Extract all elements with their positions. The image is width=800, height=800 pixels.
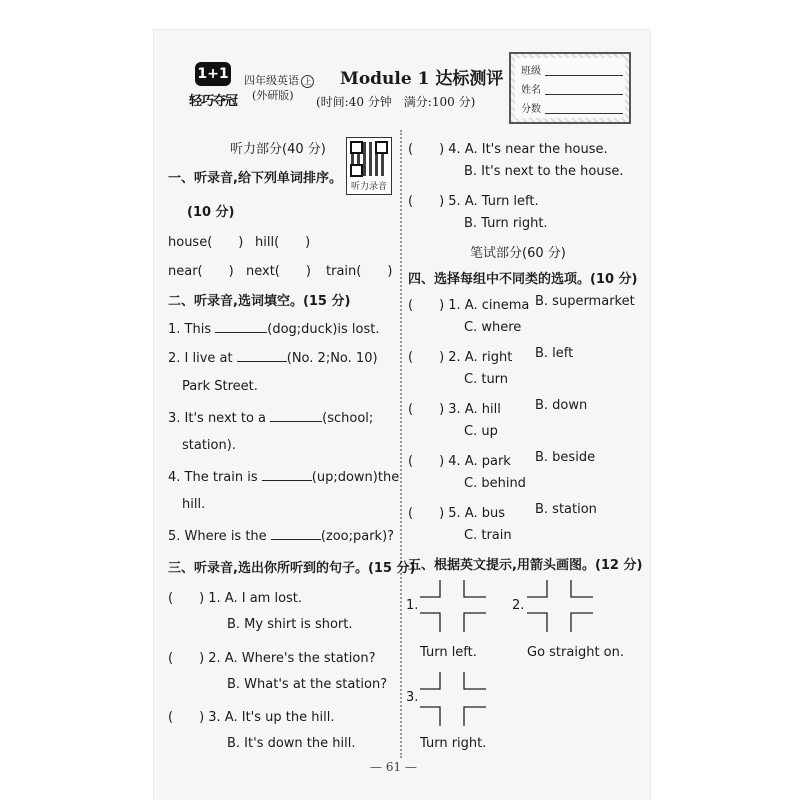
qr-corner [375,141,388,154]
student-info-box [509,52,631,124]
listen-item-3-b[interactable]: B. It's down the hill. [227,736,356,751]
odd-item-4-b[interactable]: B. beside [535,450,596,465]
listen-item-5-b[interactable]: B. Turn right. [464,216,548,231]
fill-item-1: 1. This (dog;duck)is lost. [168,322,380,337]
name-label: 姓名 [521,85,541,96]
logo-text: 轻巧夺冠 [188,94,237,109]
odd-item-2-a[interactable]: ( ) 2. A. right [408,350,513,365]
odd-item-3-a[interactable]: ( ) 3. A. hill [408,402,501,417]
odd-item-5-c[interactable]: C. train [464,528,512,543]
listen-item-3[interactable]: ( ) 3. A. It's up the hill. [168,710,335,725]
fill-item-2: 2. I live at (No. 2;No. 10) [168,351,378,366]
brand-logo [187,58,239,110]
qr-label: 听力录音 [350,182,387,192]
crossroad-icon[interactable] [420,580,486,632]
class-field[interactable] [545,74,623,76]
column-divider [400,130,402,758]
class-label: 班级 [521,66,541,77]
fill-item-3: 3. It's next to a (school; [168,411,374,426]
score-label: 分数 [521,104,541,115]
odd-item-4-c[interactable]: C. behind [464,476,526,491]
section5-title: 五、根据英文提示,用箭头画图。(12 分) [408,558,643,573]
word-train[interactable]: train( ) [326,264,393,279]
crossroad-icon[interactable] [527,580,593,632]
qr-code[interactable] [346,137,392,195]
odd-item-3-c[interactable]: C. up [464,424,498,439]
score-field[interactable] [545,112,623,114]
fill-item-4-cont: hill. [182,497,206,512]
section1-score: (10 分) [187,205,235,220]
drawing-label-3: 3. [406,690,419,705]
odd-item-1-c[interactable]: C. where [464,320,522,335]
listen-item-1-b[interactable]: B. My shirt is short. [227,617,353,632]
grade-badge: 上 [301,75,314,88]
answer-blank[interactable] [237,349,287,362]
listen-item-2-b[interactable]: B. What's at the station? [227,677,388,692]
listening-heading: 听力部分(40 分) [230,142,326,157]
odd-item-5-a[interactable]: ( ) 5. A. bus [408,506,506,521]
page-title: Module 1 达标测评 [340,69,504,89]
name-field[interactable] [545,93,623,95]
odd-item-4-a[interactable]: ( ) 4. A. park [408,454,511,469]
odd-item-2-b[interactable]: B. left [535,346,574,361]
caption-turn-right: Turn right. [420,736,487,751]
listen-item-2[interactable]: ( ) 2. A. Where's the station? [168,651,376,666]
logo-number: 1+1 [195,62,231,86]
section1-title: 一、听录音,给下列单词排序。 [168,171,342,186]
odd-item-5-b[interactable]: B. station [535,502,597,517]
word-hill[interactable]: hill( ) [255,235,311,250]
drawing-label-2: 2. [512,598,525,613]
answer-blank[interactable] [262,468,312,481]
grade-label: 四年级英语 上 [244,72,314,88]
section4-title: 四、选择每组中不同类的选项。(10 分) [408,272,638,287]
odd-item-3-b[interactable]: B. down [535,398,588,413]
time-info: (时间:40 分钟 满分:100 分) [316,95,476,109]
word-near[interactable]: near( ) [168,264,234,279]
listen-item-5[interactable]: ( ) 5. A. Turn left. [408,194,539,209]
odd-item-1-a[interactable]: ( ) 1. A. cinema [408,298,530,313]
page-number: — 61 — [370,760,417,774]
fill-item-4: 4. The train is (up;down)the [168,470,400,485]
crossroad-icon[interactable] [420,672,486,726]
fill-item-5: 5. Where is the (zoo;park)? [168,529,395,544]
section3-title: 三、听录音,选出你所听到的句子。(15 分) [168,561,416,576]
qr-corner [350,164,363,177]
answer-blank[interactable] [215,320,267,333]
section2-title: 二、听录音,选词填空。(15 分) [168,294,351,309]
fill-item-2-cont: Park Street. [182,379,258,394]
listen-item-4-b[interactable]: B. It's next to the house. [464,164,624,179]
word-next[interactable]: next( ) [246,264,311,279]
written-heading: 笔试部分(60 分) [470,246,566,261]
caption-turn-left: Turn left. [420,645,477,660]
odd-item-1-b[interactable]: B. supermarket [535,294,635,309]
word-house[interactable]: house( ) [168,235,244,250]
answer-blank[interactable] [270,409,322,422]
listen-item-1[interactable]: ( ) 1. A. I am lost. [168,591,303,606]
odd-item-2-c[interactable]: C. turn [464,372,509,387]
caption-go-straight: Go straight on. [527,645,624,660]
edition-label: (外研版) [252,89,294,102]
qr-corner [350,141,363,154]
fill-item-3-cont: station). [182,438,236,453]
answer-blank[interactable] [271,527,321,540]
listen-item-4[interactable]: ( ) 4. A. It's near the house. [408,142,608,157]
drawing-label-1: 1. [406,598,419,613]
